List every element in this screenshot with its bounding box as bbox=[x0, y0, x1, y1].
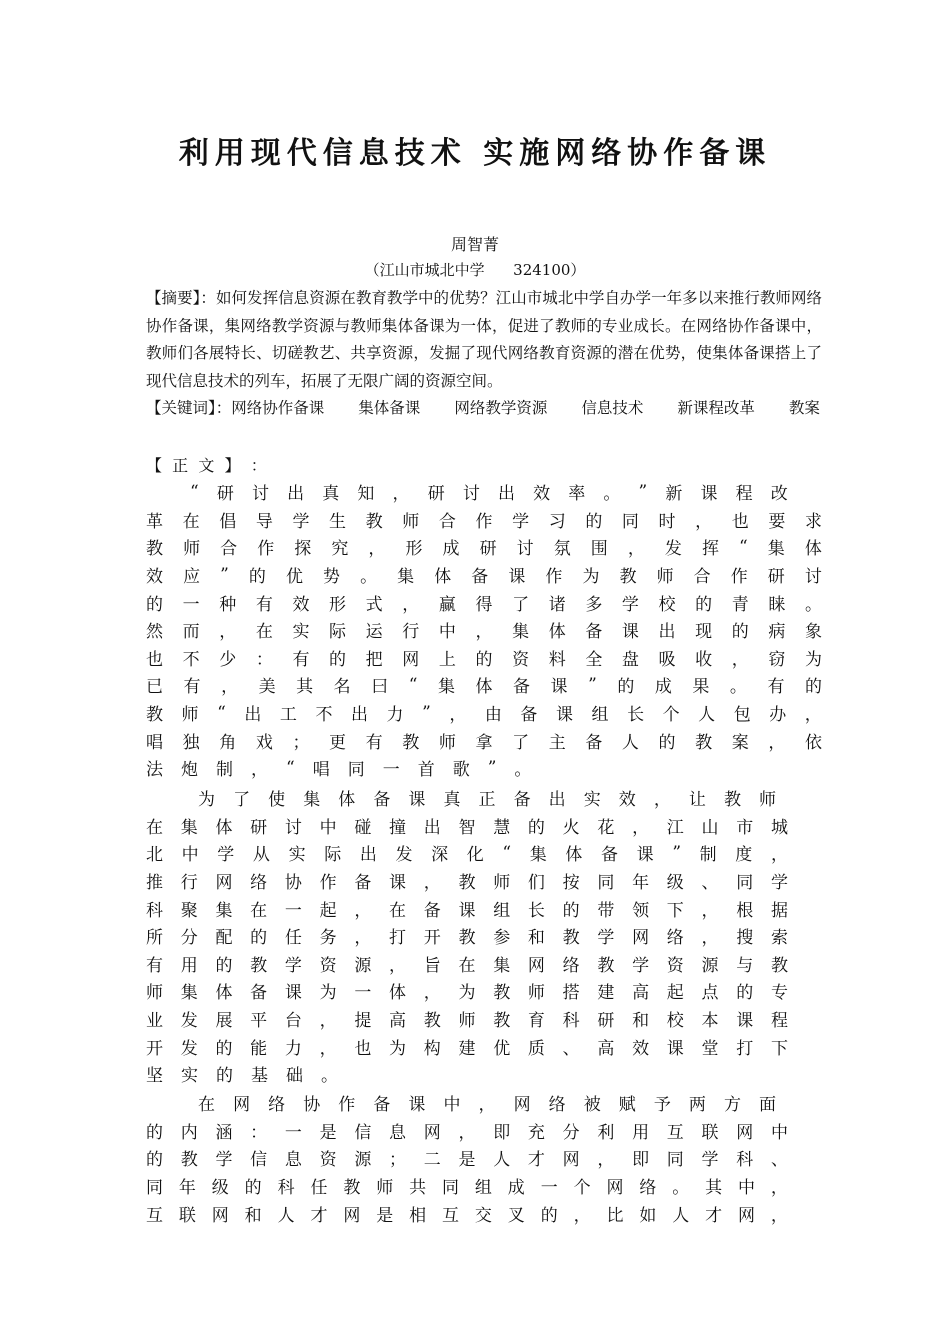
paragraph-line: 推 行 网 络 协 作 备 课 ， 教 师 们 按 同 年 级 、 同 学 bbox=[146, 873, 788, 894]
keywords bbox=[146, 395, 822, 423]
paragraph-line: 互 联 网 和 人 才 网 是 相 互 交 叉 的 ， 比 如 人 才 网 ， bbox=[146, 1205, 788, 1226]
paragraph-line: 法 炮 制 ， “ 唱 同 一 首 歌 ” 。 bbox=[146, 757, 532, 781]
author-name: 周智菁 bbox=[450, 235, 499, 254]
paragraph-line: 北 中 学 从 实 际 出 发 深 化 “ 集 体 备 课 ” 制 度 ， bbox=[146, 842, 788, 866]
keywords-label: 【关键词】 bbox=[146, 399, 216, 417]
paragraph-line: 在 集 体 研 讨 中 碰 撞 出 智 慧 的 火 花 ， 江 山 市 城 bbox=[146, 817, 788, 838]
paragraph-line: 然 而 ， 在 实 际 运 行 中 ， 集 体 备 课 出 现 的 病 象 bbox=[146, 622, 822, 643]
keyword: 网络协作备课 bbox=[231, 399, 325, 417]
paragraph-line: 业 发 展 平 台 ， 提 高 教 师 教 育 科 研 和 校 本 课 程 bbox=[146, 1011, 788, 1032]
keyword: 新课程改革 bbox=[677, 399, 755, 417]
paragraph-line: 在 网 络 协 作 备 课 中 ， 网 络 被 赋 予 两 方 面 bbox=[198, 1095, 776, 1116]
paragraph-line: 同 年 级 的 科 任 教 师 共 同 组 成 一 个 网 络 。 其 中 ， bbox=[146, 1178, 788, 1199]
paragraph-line: 唱 独 角 戏 ； 更 有 教 师 拿 了 主 备 人 的 教 案 ， 依 bbox=[146, 732, 822, 753]
paragraph-line: 已 有 ， 美 其 名 曰 “ 集 体 备 课 ” 的 成 果 。 有 的 bbox=[146, 674, 822, 698]
page-title: 利用现代信息技术 实施网络协作备课 bbox=[178, 136, 772, 171]
body-paragraph-3 bbox=[146, 1089, 822, 1227]
abstract-label: 【摘要】 bbox=[146, 289, 201, 307]
paragraph-line: 革 在 倡 导 学 生 教 师 合 作 学 习 的 同 时 ， 也 要 求 bbox=[146, 511, 822, 532]
paragraph-line: 的 教 学 信 息 资 源 ； 二 是 人 才 网 ， 即 同 学 科 、 bbox=[146, 1150, 788, 1171]
paragraph-line: 教 师 “ 出 工 不 出 力 ” ， 由 备 课 组 长 个 人 包 办 ， bbox=[146, 702, 822, 726]
paragraph-line: 师 集 体 备 课 为 一 体 ， 为 教 师 搭 建 高 起 点 的 专 bbox=[146, 983, 788, 1004]
paragraph-line: 有 用 的 教 学 资 源 ， 旨 在 集 网 络 教 学 资 源 与 教 bbox=[146, 955, 788, 976]
author-affiliation: （江山市城北中学 324100） bbox=[364, 261, 586, 279]
body-paragraph-1 bbox=[146, 478, 822, 782]
paragraph-line: 教 师 合 作 探 究 ， 形 成 研 讨 氛 围 ， 发 挥 “ 集 体 bbox=[146, 536, 822, 560]
keywords-colon: ： bbox=[215, 399, 232, 417]
keyword: 网络教学资源 bbox=[454, 399, 548, 417]
abstract bbox=[146, 285, 822, 395]
keyword: 信息技术 bbox=[581, 399, 644, 417]
paragraph-line: 所 分 配 的 任 务 ， 打 开 教 参 和 教 学 网 络 ， 搜 索 bbox=[146, 928, 788, 949]
paragraph-line: “ 研 讨 出 真 知 ， 研 讨 出 效 率 。 ” 新 课 程 改 bbox=[190, 481, 788, 505]
paragraph-line: 也 不 少 ： 有 的 把 网 上 的 资 料 全 盘 吸 收 ， 窃 为 bbox=[146, 649, 822, 670]
paragraph-line: 开 发 的 能 力 ， 也 为 构 建 优 质 、 高 效 课 堂 打 下 bbox=[146, 1038, 788, 1059]
paragraph-line: 效 应 ” 的 优 势 。 集 体 备 课 作 为 教 师 合 作 研 讨 bbox=[146, 564, 822, 588]
paragraph-line: 为 了 使 集 体 备 课 真 正 备 出 实 效 ， 让 教 师 bbox=[198, 790, 776, 811]
paragraph-line: 的 一 种 有 效 形 式 ， 赢 得 了 诸 多 学 校 的 青 睐 。 bbox=[146, 594, 822, 615]
abstract-text: ：如何发挥信息资源在教育教学中的优势？江山市城北中学自办学一年多以来推行教师网络协作备课，集网络教学资源与教师集体备课为一体，促进了教师的专业成长。在网络协作备课中，教师们各展特长、切磋教艺、共享资源，发掘了现代网络教育资源的潜在优势，使集体备课搭上了现代信息技术的列车，拓展了无限广阔的资源空间。 bbox=[146, 289, 822, 390]
body-paragraph-2 bbox=[146, 784, 822, 1088]
keyword: 教案 bbox=[788, 399, 820, 417]
keyword: 集体备课 bbox=[358, 399, 421, 417]
body-heading: 【 正 文 】 ： bbox=[146, 456, 267, 475]
paragraph-line: 的 内 涵 ： 一 是 信 息 网 ， 即 充 分 利 用 互 联 网 中 bbox=[146, 1122, 788, 1143]
paragraph-line: 科 聚 集 在 一 起 ， 在 备 课 组 长 的 带 领 下 ， 根 据 bbox=[146, 900, 788, 921]
paragraph-line: 坚 实 的 基 础 。 bbox=[146, 1066, 338, 1087]
